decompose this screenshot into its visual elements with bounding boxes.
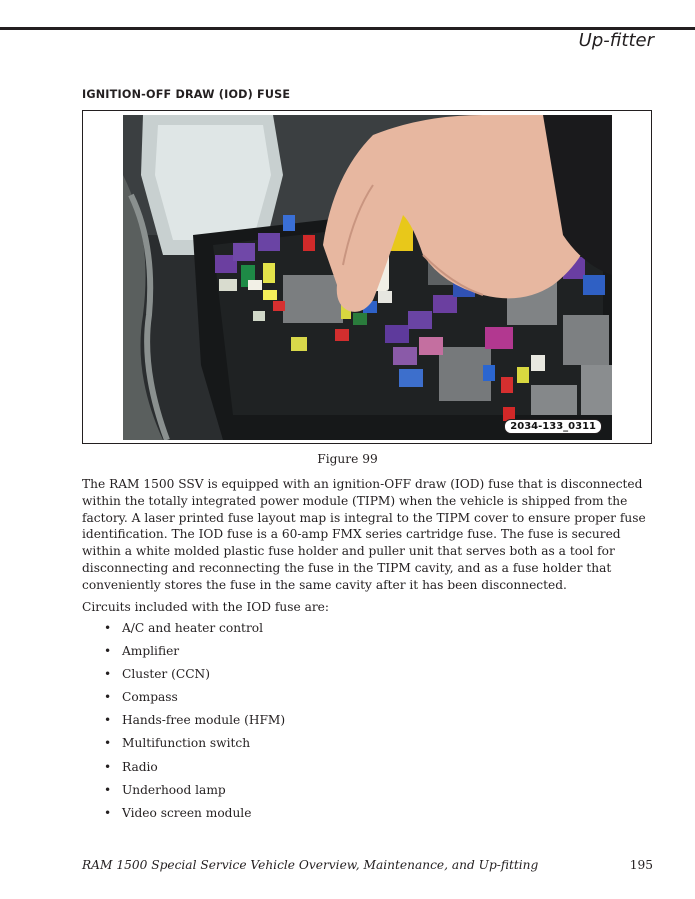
circuit-label: Multifunction switch <box>122 736 251 751</box>
bullet-icon: • <box>104 713 112 728</box>
circuit-list-item <box>82 759 285 782</box>
circuits-intro: Circuits included with the IOD fuse are: <box>82 600 330 614</box>
page-number: 195 <box>629 858 653 872</box>
circuit-list-item <box>82 620 285 643</box>
circuit-list-item <box>82 712 285 735</box>
figure-id-tag: 2034-133_0311 <box>504 419 602 434</box>
circuit-list-item <box>82 643 285 666</box>
circuit-list-item <box>82 782 285 805</box>
circuit-label: A/C and heater control <box>122 621 264 635</box>
circuit-list-item <box>82 735 285 758</box>
circuit-label: Underhood lamp <box>122 782 226 797</box>
bullet-icon: • <box>104 621 112 635</box>
footer-title: RAM 1500 Special Service Vehicle Overview, Maintenance, and Up-fitting <box>82 858 539 872</box>
fuse-box-photo <box>123 115 612 440</box>
circuit-list-item <box>82 805 285 828</box>
circuit-list-item <box>82 689 285 712</box>
circuit-label: Radio <box>122 759 158 774</box>
bullet-icon: • <box>104 667 112 682</box>
bullet-icon: • <box>104 644 112 659</box>
section-heading: IGNITION-OFF DRAW (IOD) FUSE <box>82 88 291 101</box>
circuit-label: Amplifier <box>122 644 180 659</box>
body-paragraph: The RAM 1500 SSV is equipped with an ignition-OFF draw (IOD) fuse that is disconnected within the totally integrated power module (TIPM) when the vehicle is shipped from the factory. A laser printed fuse layout map is integral to the TIPM cover to ensure proper fuse identification. The IOD fuse is a 60-amp FMX series cartridge fuse. The fuse is secured within a white molded plastic fuse holder and puller unit that serves both as a tool for disconnecting and reconnecting the fuse in the TIPM cavity, and as a fuse holder that conveniently stores the fuse in the same cavity after it has been disconnected. <box>82 477 646 592</box>
bullet-icon: • <box>104 782 112 797</box>
bullet-icon: • <box>104 690 112 705</box>
header-title: Up-fitter <box>578 30 654 51</box>
circuit-list-item <box>82 666 285 689</box>
circuits-list <box>82 620 285 828</box>
figure-caption: Figure 99 <box>317 452 378 466</box>
bullet-icon: • <box>104 805 112 820</box>
circuit-label: Compass <box>122 690 178 705</box>
bullet-icon: • <box>104 736 112 751</box>
circuit-label: Hands-free module (HFM) <box>122 713 286 728</box>
circuit-label: Video screen module <box>122 805 252 820</box>
bullet-icon: • <box>104 759 112 774</box>
figure-frame <box>82 110 652 444</box>
circuit-label: Cluster (CCN) <box>122 667 210 682</box>
